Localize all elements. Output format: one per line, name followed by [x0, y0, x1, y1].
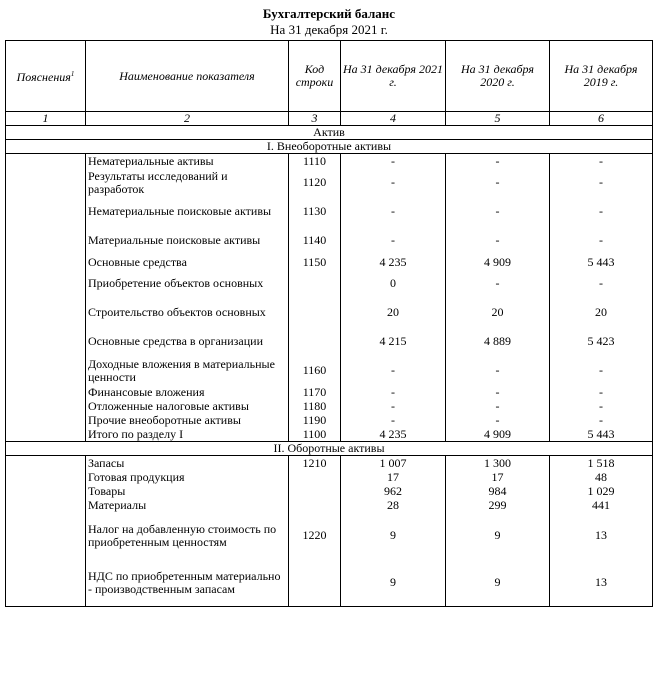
cell-notes	[6, 413, 86, 427]
document-title: Бухгалтерский баланс	[262, 6, 396, 21]
section-assets: Актив	[6, 126, 653, 140]
value-2021: 9	[341, 559, 446, 607]
cell-notes	[6, 385, 86, 399]
value-2021: -	[341, 197, 446, 226]
col-notes-header: Пояснения$^1$	[6, 41, 86, 112]
table-row	[6, 154, 653, 169]
value-2020: 9	[446, 559, 550, 607]
table-row	[6, 399, 653, 413]
column-number: 3	[289, 112, 341, 126]
section-row	[6, 140, 653, 154]
table-row	[6, 498, 653, 512]
col-2019-header: На 31 декабря 2019 г.	[550, 41, 653, 112]
table-row	[6, 197, 653, 226]
value-2020: -	[446, 154, 550, 169]
section-current: II. Оборотные активы	[6, 442, 653, 456]
row-code	[289, 298, 341, 327]
cell-notes	[6, 559, 86, 607]
column-number: 2	[86, 112, 289, 126]
cell-notes	[6, 168, 86, 197]
section-noncurrent: I. Внеоборотные активы	[6, 140, 653, 154]
column-number: 4	[341, 112, 446, 126]
value-2021: 962	[341, 484, 446, 498]
table-row	[6, 559, 653, 607]
value-2020: 299	[446, 498, 550, 512]
col-name-header: Наименование показателя	[86, 41, 289, 112]
value-2019: -	[550, 168, 653, 197]
row-name: Отложенные налоговые активы	[86, 399, 289, 413]
row-code: 1140	[289, 226, 341, 255]
col-code-header: Код строки	[289, 41, 341, 112]
value-2021: -	[341, 399, 446, 413]
value-2019: 1 029	[550, 484, 653, 498]
value-2020: -	[446, 168, 550, 197]
value-2020: 4 889	[446, 327, 550, 356]
value-2021: -	[341, 413, 446, 427]
row-name: Итого по разделу I	[86, 427, 289, 442]
row-name: Материальные поисковые активы	[86, 226, 289, 255]
table-row	[6, 385, 653, 399]
value-2019: 13	[550, 559, 653, 607]
row-name: Доходные вложения в материальные ценности	[86, 356, 289, 385]
value-2019: 5 423	[550, 327, 653, 356]
column-number: 1	[6, 112, 86, 126]
row-name: Налог на добавленную стоимость по приобретенным ценностям	[86, 512, 289, 559]
value-2021: 4 215	[341, 327, 446, 356]
value-2021: 0	[341, 269, 446, 298]
row-code: 1190	[289, 413, 341, 427]
value-2020: 17	[446, 470, 550, 484]
cell-notes	[6, 427, 86, 442]
balance-table	[5, 40, 653, 607]
value-2020: -	[446, 269, 550, 298]
cell-notes	[6, 484, 86, 498]
value-2021: -	[341, 154, 446, 169]
row-name: Готовая продукция	[86, 470, 289, 484]
col-2020-header: На 31 декабря 2020 г.	[446, 41, 550, 112]
table-row	[6, 470, 653, 484]
cell-notes	[6, 197, 86, 226]
row-code: 1100	[289, 427, 341, 442]
header-row	[6, 41, 653, 112]
row-name: Нематериальные поисковые активы	[86, 197, 289, 226]
table-row	[6, 512, 653, 559]
row-name: Товары	[86, 484, 289, 498]
row-code: 1110	[289, 154, 341, 169]
row-code: 1160	[289, 356, 341, 385]
cell-notes	[6, 226, 86, 255]
value-2019: -	[550, 385, 653, 399]
table-body	[6, 126, 653, 607]
cell-notes	[6, 327, 86, 356]
row-name: Материалы	[86, 498, 289, 512]
row-name: Запасы	[86, 456, 289, 471]
table-row	[6, 427, 653, 442]
value-2019: 48	[550, 470, 653, 484]
value-2019: -	[550, 399, 653, 413]
row-name: Основные средства в организации	[86, 327, 289, 356]
value-2020: 4 909	[446, 427, 550, 442]
value-2021: -	[341, 385, 446, 399]
value-2021: 17	[341, 470, 446, 484]
table-row	[6, 327, 653, 356]
value-2020: -	[446, 356, 550, 385]
cell-notes	[6, 399, 86, 413]
value-2020: -	[446, 197, 550, 226]
row-name: Приобретение объектов основных	[86, 269, 289, 298]
value-2019: 1 518	[550, 456, 653, 471]
row-code	[289, 498, 341, 512]
column-number: 6	[550, 112, 653, 126]
row-name: НДС по приобретенным материально - производственным запасам	[86, 559, 289, 607]
table-row	[6, 298, 653, 327]
section-row	[6, 442, 653, 456]
value-2020: 20	[446, 298, 550, 327]
value-2021: 1 007	[341, 456, 446, 471]
row-code: 1180	[289, 399, 341, 413]
section-row	[6, 126, 653, 140]
value-2021: 20	[341, 298, 446, 327]
value-2019: 441	[550, 498, 653, 512]
row-code	[289, 269, 341, 298]
row-code	[289, 484, 341, 498]
value-2020: -	[446, 399, 550, 413]
row-code: 1170	[289, 385, 341, 399]
value-2019: -	[550, 356, 653, 385]
row-name: Нематериальные активы	[86, 154, 289, 169]
row-code: 1150	[289, 255, 341, 269]
value-2019: -	[550, 154, 653, 169]
value-2019: 5 443	[550, 255, 653, 269]
cell-notes	[6, 269, 86, 298]
value-2021: -	[341, 356, 446, 385]
row-name: Основные средства	[86, 255, 289, 269]
value-2020: -	[446, 226, 550, 255]
table-row	[6, 226, 653, 255]
value-2021: -	[341, 168, 446, 197]
table-row	[6, 168, 653, 197]
document-header	[0, 0, 658, 38]
value-2019: -	[550, 226, 653, 255]
value-2021: 9	[341, 512, 446, 559]
row-name: Результаты исследований и разработок	[86, 168, 289, 197]
cell-notes	[6, 498, 86, 512]
row-code: 1210	[289, 456, 341, 471]
row-code: 1120	[289, 168, 341, 197]
row-code	[289, 559, 341, 607]
cell-notes	[6, 512, 86, 559]
col-2021-header: На 31 декабря 2021 г.	[341, 41, 446, 112]
row-name: Строительство объектов основных	[86, 298, 289, 327]
row-code: 1220	[289, 512, 341, 559]
value-2021: 4 235	[341, 255, 446, 269]
row-name: Финансовые вложения	[86, 385, 289, 399]
table-row	[6, 413, 653, 427]
cell-notes	[6, 298, 86, 327]
row-code: 1130	[289, 197, 341, 226]
cell-notes	[6, 255, 86, 269]
table-row	[6, 484, 653, 498]
value-2019: -	[550, 269, 653, 298]
value-2020: 1 300	[446, 456, 550, 471]
value-2019: -	[550, 197, 653, 226]
value-2019: 20	[550, 298, 653, 327]
value-2020: 9	[446, 512, 550, 559]
value-2021: -	[341, 226, 446, 255]
value-2019: 13	[550, 512, 653, 559]
row-name: Прочие внеоборотные активы	[86, 413, 289, 427]
row-code	[289, 327, 341, 356]
cell-notes	[6, 356, 86, 385]
row-code	[289, 470, 341, 484]
value-2020: 4 909	[446, 255, 550, 269]
table-row	[6, 269, 653, 298]
column-number: 5	[446, 112, 550, 126]
cell-notes	[6, 456, 86, 471]
document-date: На 31 декабря 2021 г.	[270, 22, 388, 37]
value-2020: -	[446, 385, 550, 399]
table-row	[6, 356, 653, 385]
value-2020: -	[446, 413, 550, 427]
value-2019: 5 443	[550, 427, 653, 442]
value-2019: -	[550, 413, 653, 427]
table-row	[6, 255, 653, 269]
value-2021: 28	[341, 498, 446, 512]
cell-notes	[6, 154, 86, 169]
column-number-row	[6, 112, 653, 126]
table-row	[6, 456, 653, 471]
value-2020: 984	[446, 484, 550, 498]
value-2021: 4 235	[341, 427, 446, 442]
cell-notes	[6, 470, 86, 484]
